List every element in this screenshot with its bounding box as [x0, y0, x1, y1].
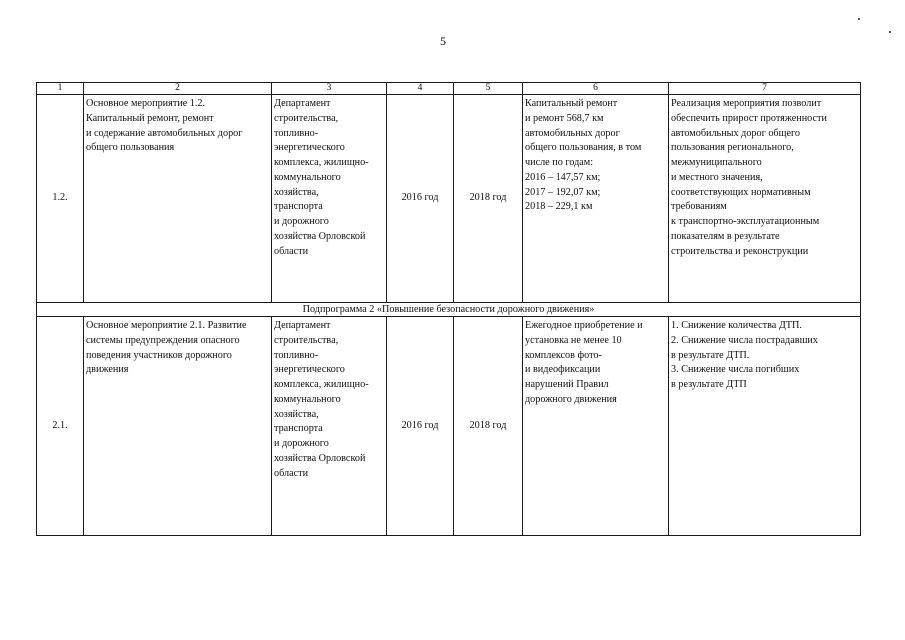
result-cell: Капитальный ремонт и ремонт 568,7 км автомобильных дорог общего пользования, в том числе по годам: 2016 – 147,57 км; 2017 – 192,07 км; 2018 – 229,1 км	[523, 95, 669, 303]
scan-speck	[889, 31, 891, 33]
column-number: 4	[387, 83, 454, 95]
end-year-cell: 2018 год	[454, 95, 523, 303]
result-cell: Ежегодное приобретение и установка не менее 10 комплексов фото- и видеофиксации нарушений Правил дорожного движения	[523, 317, 669, 536]
table-row	[37, 317, 861, 536]
row-number: 1.2.	[37, 95, 84, 303]
activity-cell: Основное мероприятие 1.2. Капитальный ремонт, ремонт и содержание автомобильных дорог общего пользования	[84, 95, 272, 303]
end-year-cell: 2018 год	[454, 317, 523, 536]
column-number: 5	[454, 83, 523, 95]
column-number: 2	[84, 83, 272, 95]
page-number: 5	[440, 34, 446, 48]
activity-cell: Основное мероприятие 2.1. Развитие системы предупреждения опасного поведения участников дорожного движения	[84, 317, 272, 536]
column-number: 6	[523, 83, 669, 95]
start-year-cell: 2016 год	[387, 317, 454, 536]
column-number-row	[37, 83, 861, 95]
row-number: 2.1.	[37, 317, 84, 536]
column-number: 3	[272, 83, 387, 95]
column-number: 1	[37, 83, 84, 95]
subprogram-heading: Подпрограмма 2 «Повышение безопасности дорожного движения»	[37, 303, 861, 317]
subprogram-heading-row	[37, 303, 861, 317]
column-number: 7	[669, 83, 861, 95]
scan-speck	[858, 18, 860, 20]
executor-cell: Департамент строительства, топливно- энергетического комплекса, жилищно- коммунального хозяйства, транспорта и дорожного хозяйства Орловской области	[272, 95, 387, 303]
executor-cell: Департамент строительства, топливно- энергетического комплекса, жилищно- коммунального хозяйства, транспорта и дорожного хозяйства Орловской области	[272, 317, 387, 536]
start-year-cell: 2016 год	[387, 95, 454, 303]
impact-cell: Реализация мероприятия позволит обеспечить прирост протяженности автомобильных дорог общего пользования регионального, межмуниципального и местного значения, соответствующих нормативным требованиям к транспортно-эксплуатационным показателям в результате строительства и реконструкции	[669, 95, 861, 303]
impact-cell: 1. Снижение количества ДТП. 2. Снижение числа пострадавших в результате ДТП. 3. Снижение числа погибших в результате ДТП	[669, 317, 861, 536]
program-activities-table	[36, 82, 861, 536]
table-row	[37, 95, 861, 303]
